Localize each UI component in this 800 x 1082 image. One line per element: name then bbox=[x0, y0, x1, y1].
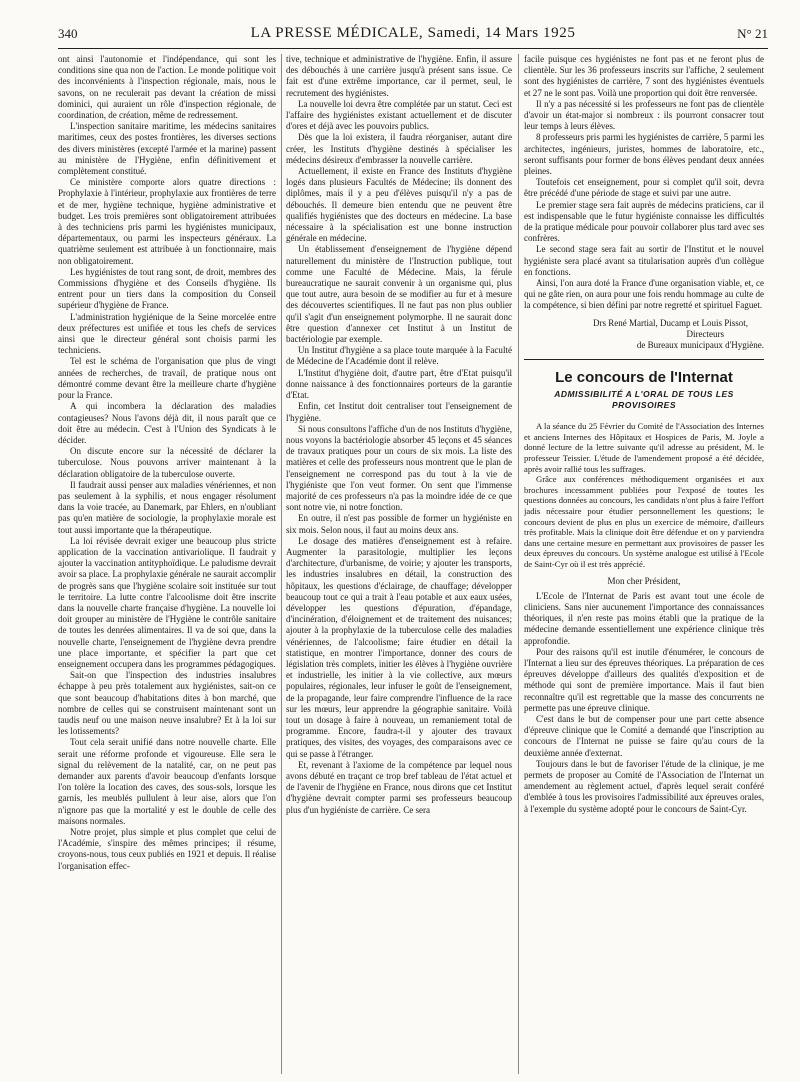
issue-number: N° 21 bbox=[737, 26, 768, 41]
paragraph: Notre projet, plus simple et plus complet que celui de l'Académie, s'inspire des mêmes principes; il résume, croyons-nous, tous ceux publiés en 1921 et depuis. Il réalise l'organisation effec- bbox=[58, 827, 276, 871]
column-1 bbox=[58, 54, 276, 1074]
paragraph: Le second stage sera fait au sortir de l'Institut et le nouvel hygiéniste sera placé avant sa titularisation auprès d'un collègue en fonctions. bbox=[524, 244, 764, 277]
signature-names: Drs René Martial, Ducamp et Louis Pissot, bbox=[593, 317, 748, 328]
column-3 bbox=[524, 54, 764, 1074]
paragraph: L'inspection sanitaire maritime, les médecins sanitaires maritimes, ceux des postes frontières, les diverses sections des divers ministères (excepté l'armée et la marine) passent au ministère de l'Hygiène, enfin définitivement et complètement constitué. bbox=[58, 121, 276, 177]
paragraph: Il n'y a pas nécessité si les professeurs ne font pas de clientèle d'avoir un état-major si nombreux : ils pourront consacrer tout leur temps à leurs élèves. bbox=[524, 98, 764, 132]
letter-paragraph: Toujours dans le but de favoriser l'étude de la clinique, je me permets de proposer au Comité de l'Association de l'Internat un amendement au règlement actuel, d'après lequel serait conféré d'emblée à tous les provisoires l'admissibilité aux épreuves orales, à l'exemple du système adopté pour le concours de Saint-Cyr. bbox=[524, 758, 764, 814]
paragraph: La loi révisée devrait exiger une beaucoup plus stricte application de la vaccination antivariolique. Il faudrait y ajouter la vaccination antityphoïdique. Le paludisme devrait avoir sa place. La prophylaxie générale ne saurait accomplir de progrès sans que l'hygiène scolaire soit instituée sur tout le territoire. La lutte contre l'alcoolisme doit être inscrite dans la nouvelle charte française d'hygiène. La nouvelle loi doit grouper au ministère de l'Hygiène le contrôle sanitaire de toutes les denrées alimentaires. Il va de soi que, dans la nouvelle charte, l'enseignement de l'hygiène devra prendre une place importante, et spécifier la part que cet enseignement occupera dans les programmes pédagogiques. bbox=[58, 535, 276, 669]
paragraph: A qui incombera la déclaration des maladies contagieuses? Nous l'avons déjà dit, il nous paraît que ce doit être au médecin. C'est à l'Union des Syndicats à le décider. bbox=[58, 401, 276, 445]
paragraph: En outre, il n'est pas possible de former un hygiéniste en six mois. Selon nous, il faut au moins deux ans. bbox=[286, 513, 512, 535]
paragraph: Dès que la loi existera, il faudra réorganiser, autant dire créer, les Instituts d'hygiène destinés à spécialiser les médecins désireux d'embrasser la nouvelle carrière. bbox=[286, 132, 512, 165]
paragraph: Le premier stage sera fait auprès de médecins praticiens, car il est indispensable que le futur hygiéniste connaisse les difficultés de la pratique médicale pour pouvoir collaborer plus tard avec ses confrères. bbox=[524, 199, 764, 244]
paragraph: Un Institut d'hygiène a sa place toute marquée à la Faculté de Médecine de l'Académie dont il relève. bbox=[286, 345, 512, 367]
paragraph: Actuellement, il existe en France des Instituts d'hygiène logés dans plusieurs Facultés de Médecine; ils donnent des diplômes, mais il y a peu d'élèves puisqu'il n'y a pas de débouchés. Il demeure bien entendu que ne peuvent être qualifiés hygiénistes que des docteurs en médecine. La base nécessaire à la spécialisation est une bonne instruction générale en médecine. bbox=[286, 166, 512, 244]
paragraph: Enfin, cet Institut doit centraliser tout l'enseignement de l'hygiène. bbox=[286, 401, 512, 423]
column-divider bbox=[518, 54, 519, 1074]
section-divider bbox=[524, 359, 764, 360]
intro-paragraph: Grâce aux conférences méthodiquement organisées et aux brochures incessamment publiées pour l'exposé de toutes les questions données au concours, les candidats n'ont plus à faire l'effort jadis nécessaire pour étudier personnellement les questions; le concours devient de plus en plus un exercice de mémoire, d'ailleurs très profitable. Mais la clinique doit être défendue et on y parviendra dans une certaine mesure en permettant aux provisoires de passer les deux épreuves du concours. Un système analogue est utilisé à l'Ecole de Saint-Cyr où il est très apprécié. bbox=[524, 474, 764, 569]
signature-block bbox=[524, 318, 764, 351]
paragraph: Tout cela serait unifié dans notre nouvelle charte. Elle serait une réforme profonde et vigoureuse. Elle sera le signal du relèvement de la natalité, car, on ne peut pas demander aux parents d'avoir beaucoup d'enfants lorsque l'on tolère la location des caves, des sous-sols, lorsque les garnis, les meublés pullulent à leur aise, alors que l'on n'ignore pas que la mortalité y est le double de celle des maisons normales. bbox=[58, 737, 276, 826]
paragraph: Le dosage des matières d'enseignement est à refaire. Augmenter la parasitologie, multiplier les leçons d'architecture, d'urbanisme, de voirie; y ajouter les transports, les industries insalubres en détail, la construction des hôpitaux, les questions d'éclairage, de chauffage; développer beaucoup tout ce qui a trait à l'eau potable et aux eaux usées, développer les questions d'épuration, d'épandage, d'incinération, d'éloignement et de traitement des nuisances; ajouter à la prophylaxie de la tuberculose celle des maladies vénériennes, de l'alcoolisme; faire étudier en détail la statistique, en montrer l'importance, donner des cours de législation très complets, initier les élèves à l'hygiène ouvrière et industrielle, les initier à la vie collective, aux mœurs populaires, régionales, leur infuser le goût de l'enseignement, de la propagande, leur faire comprendre l'influence de la race sur les mœurs, leur apprendre la géographie sanitaire. Voilà tout un dosage à faire à nouveau, un remaniement total de programme. Encore, faudra-t-il y ajouter des travaux pratiques, des visites, des voyages, des comparaisons avec ce qui se passe à l'étranger. bbox=[286, 535, 512, 759]
signature-role: Directeurs bbox=[686, 328, 724, 339]
paragraph: Sait-on que l'inspection des industries insalubres échappe à peu près totalement aux hygiénistes, sait-on ce que sont beaucoup d'habitations dites à bon marché, que nombre de celles qui se construisent maintenant sont un taudis neuf ou une maison neuve insalubre? Et à la loi sur les lotissements? bbox=[58, 670, 276, 737]
letter-paragraph: Pour des raisons qu'il est inutile d'énumérer, le concours de l'Internat a lieu sur des épreuves théoriques. La préparation de ces épreuves développe d'ailleurs des qualités d'exposition et de méthode qui sont de première importance. Mais il faut bien reconnaître qu'il est regrettable que la masse des concurrents ne permette pas une épreuve clinique. bbox=[524, 646, 764, 713]
column-divider bbox=[281, 54, 282, 1074]
section-intro bbox=[524, 421, 764, 569]
paragraph: L'Institut d'hygiène doit, d'autre part, être d'Etat puisqu'il donne naissance à des fonctionnaires porteurs de la garantie d'Etat. bbox=[286, 367, 512, 401]
letter-paragraph: L'Ecole de l'Internat de Paris est avant tout une école de cliniciens. Sans nier aucunement l'importance des connaissances théoriques, il n'en reste pas moins établi que la pratique de la médecine demande essentiellement une expérience clinique très approfondie. bbox=[524, 590, 764, 646]
paragraph: Ainsi, l'on aura doté la France d'une organisation viable, et, ce qui ne gâte rien, on aura pour une fois rendu hommage au culte de la compétence, si bien défini par notre regretté et spirituel Faguet. bbox=[524, 278, 764, 311]
page-header bbox=[58, 22, 768, 49]
intro-paragraph: A la séance du 25 Février du Comité de l'Association des Internes et anciens Internes des Hôpitaux et Hospices de Paris, M. Joyle a donné lecture de la lettre suivante qu'il adresse au président, M. le professeur Teissier. L'étude de l'amendement proposé a été décidée, après avoir rallié tous les suffrages. bbox=[524, 421, 764, 474]
paragraph: Les hygiénistes de tout rang sont, de droit, membres des Commissions d'hygiène et des Conseils d'hygiène. Ils entrent pour un tiers dans la composition du Conseil supérieur d'hygiène de France. bbox=[58, 266, 276, 311]
journal-title: LA PRESSE MÉDICALE, Samedi, 14 Mars 1925 bbox=[250, 25, 576, 41]
page-number: 340 bbox=[58, 26, 78, 41]
paragraph: ont ainsi l'autonomie et l'indépendance, qui sont les conditions sine qua non de l'action. Le monde politique voit des inconvénients à l'inspection régionale, mais, nous le savons, on ne reculerait pas devant la création de missi dominici, qui auraient un rôle d'inspection régionale, de coordination, de création, même de redressement. bbox=[58, 54, 276, 121]
paragraph: facile puisque ces hygiénistes ne font pas et ne feront plus de clientèle. Sur les 36 professeurs inscrits sur l'affiche, 2 seulement sont des hygiénistes de carrière, 7 sont des hygiénistes éventuels et 27 ne le sont pas. Voilà une proportion qui doit être renversée. bbox=[524, 54, 764, 98]
paragraph: On discute encore sur la nécessité de déclarer la tuberculose. Nous pouvons arriver maintenant à la déclaration obligatoire de la tuberculose ouverte. bbox=[58, 446, 276, 479]
letter-salutation: Mon cher Président, bbox=[607, 575, 681, 586]
paragraph: Un établissement d'enseignement de l'hygiène dépend naturellement du ministère de l'Instruction publique, tout comme une Faculté de Médecine. Mais, la férule bureaucratique ne saurait convenir à un organisme qui, plus que tout autre, aura besoin de se modifier au fur et à mesure des découvertes scientifiques. Il ne faut pas non plus oublier qu'il s'agit d'un enseignement polymorphe. Il ne saurait donc être question d'annexer cet Institut à un Institut de bactériologie par exemple. bbox=[286, 244, 512, 345]
paragraph: La nouvelle loi devra être complétée par un statut. Ceci est l'affaire des hygiénistes existant actuellement et de discuter d'ores et déjà avec les pouvoirs publics. bbox=[286, 98, 512, 132]
paragraph: tive, technique et administrative de l'hygiène. Enfin, il assure des débouchés à une carrière jusqu'à présent sans issue. Ce fait est d'une extrême importance, car il permet, seul, le recrutement des hygiénistes. bbox=[286, 54, 512, 98]
signature-organisation: de Bureaux municipaux d'Hygiène. bbox=[636, 339, 764, 350]
paragraph: Ce ministère comporte alors quatre directions : Prophylaxie à l'intérieur, prophylaxie aux frontières de terre et de mer, hygiène technique, hygiène administrative et budget. Les trois premières sont obligatoirement attribuées à des techniciens pris parmi les hygiénistes municipaux, départementaux, ou parmi les inspecteurs généraux. La quatrième seulement est attribuée à un fonctionnaire, mais non obligatoirement. bbox=[58, 177, 276, 266]
section-subtitle: ADMISSIBILITÉ A L'ORAL DE TOUS LES PROVISOIRES bbox=[554, 388, 734, 411]
paragraph: Il faudrait aussi penser aux maladies vénériennes, et non pas seulement à la syphilis, et nous engager résolument dans la voie tracée, au Danemark, par Ehlers, en n'oubliant pas qu'en matière de sociologie, la prophylaxie morale est tout aussi importante que la thérapeutique. bbox=[58, 479, 276, 535]
paragraph: L'administration hygiénique de la Seine morcelée entre deux préfectures est unifiée et tous les chefs de services ainsi que le directeur général sont choisis parmi les techniciens. bbox=[58, 311, 276, 356]
column-2 bbox=[286, 54, 512, 1074]
paragraph: Toutefois cet enseignement, pour si complet qu'il soit, devra être précédé d'une période de stage et suivi par une autre. bbox=[524, 177, 764, 199]
section-title: Le concours de l'Internat bbox=[555, 368, 733, 386]
paragraph: Et, revenant à l'axiome de la compétence par lequel nous avons débuté en traçant ce trop bref tableau de l'état actuel et de l'avenir de l'hygiène en France, nous dirons que cet Institut d'hygiène devrait compter parmi ses professeurs beaucoup plus d'un hygiéniste de carrière. Ce sera bbox=[286, 759, 512, 815]
paragraph: Tel est le schéma de l'organisation que plus de vingt années de recherches, de travail, de pratique nous ont démontré comme devant être la meilleure charte d'hygiène pour la France. bbox=[58, 356, 276, 401]
letter-paragraph: C'est dans le but de compenser pour une part cette absence d'épreuve clinique que le Comité a demandé que l'inscription au concours de l'Internat ne puisse se faire qu'au cours de la deuxième année d'externat. bbox=[524, 714, 764, 758]
paragraph: Si nous consultons l'affiche d'un de nos Instituts d'hygiène, nous voyons la bactériologie absorber 45 leçons et 45 séances de travaux pratiques pour un cours de six mois. La liste des matières et celle des professeurs nous montrent que le plan de l'enseignement ne correspond pas du tout à la vie de l'hygiéniste que l'on veut former. On sent que l'immense majorité de ces professeurs n'a pas la moindre idée de ce que sont notre vie, ni notre fonction. bbox=[286, 423, 512, 513]
paragraph: 8 professeurs pris parmi les hygiénistes de carrière, 5 parmi les architectes, ingénieurs, juristes, hommes de laboratoire, etc., seront suffisants pour former de bons élèves pendant deux années pleines. bbox=[524, 132, 764, 177]
